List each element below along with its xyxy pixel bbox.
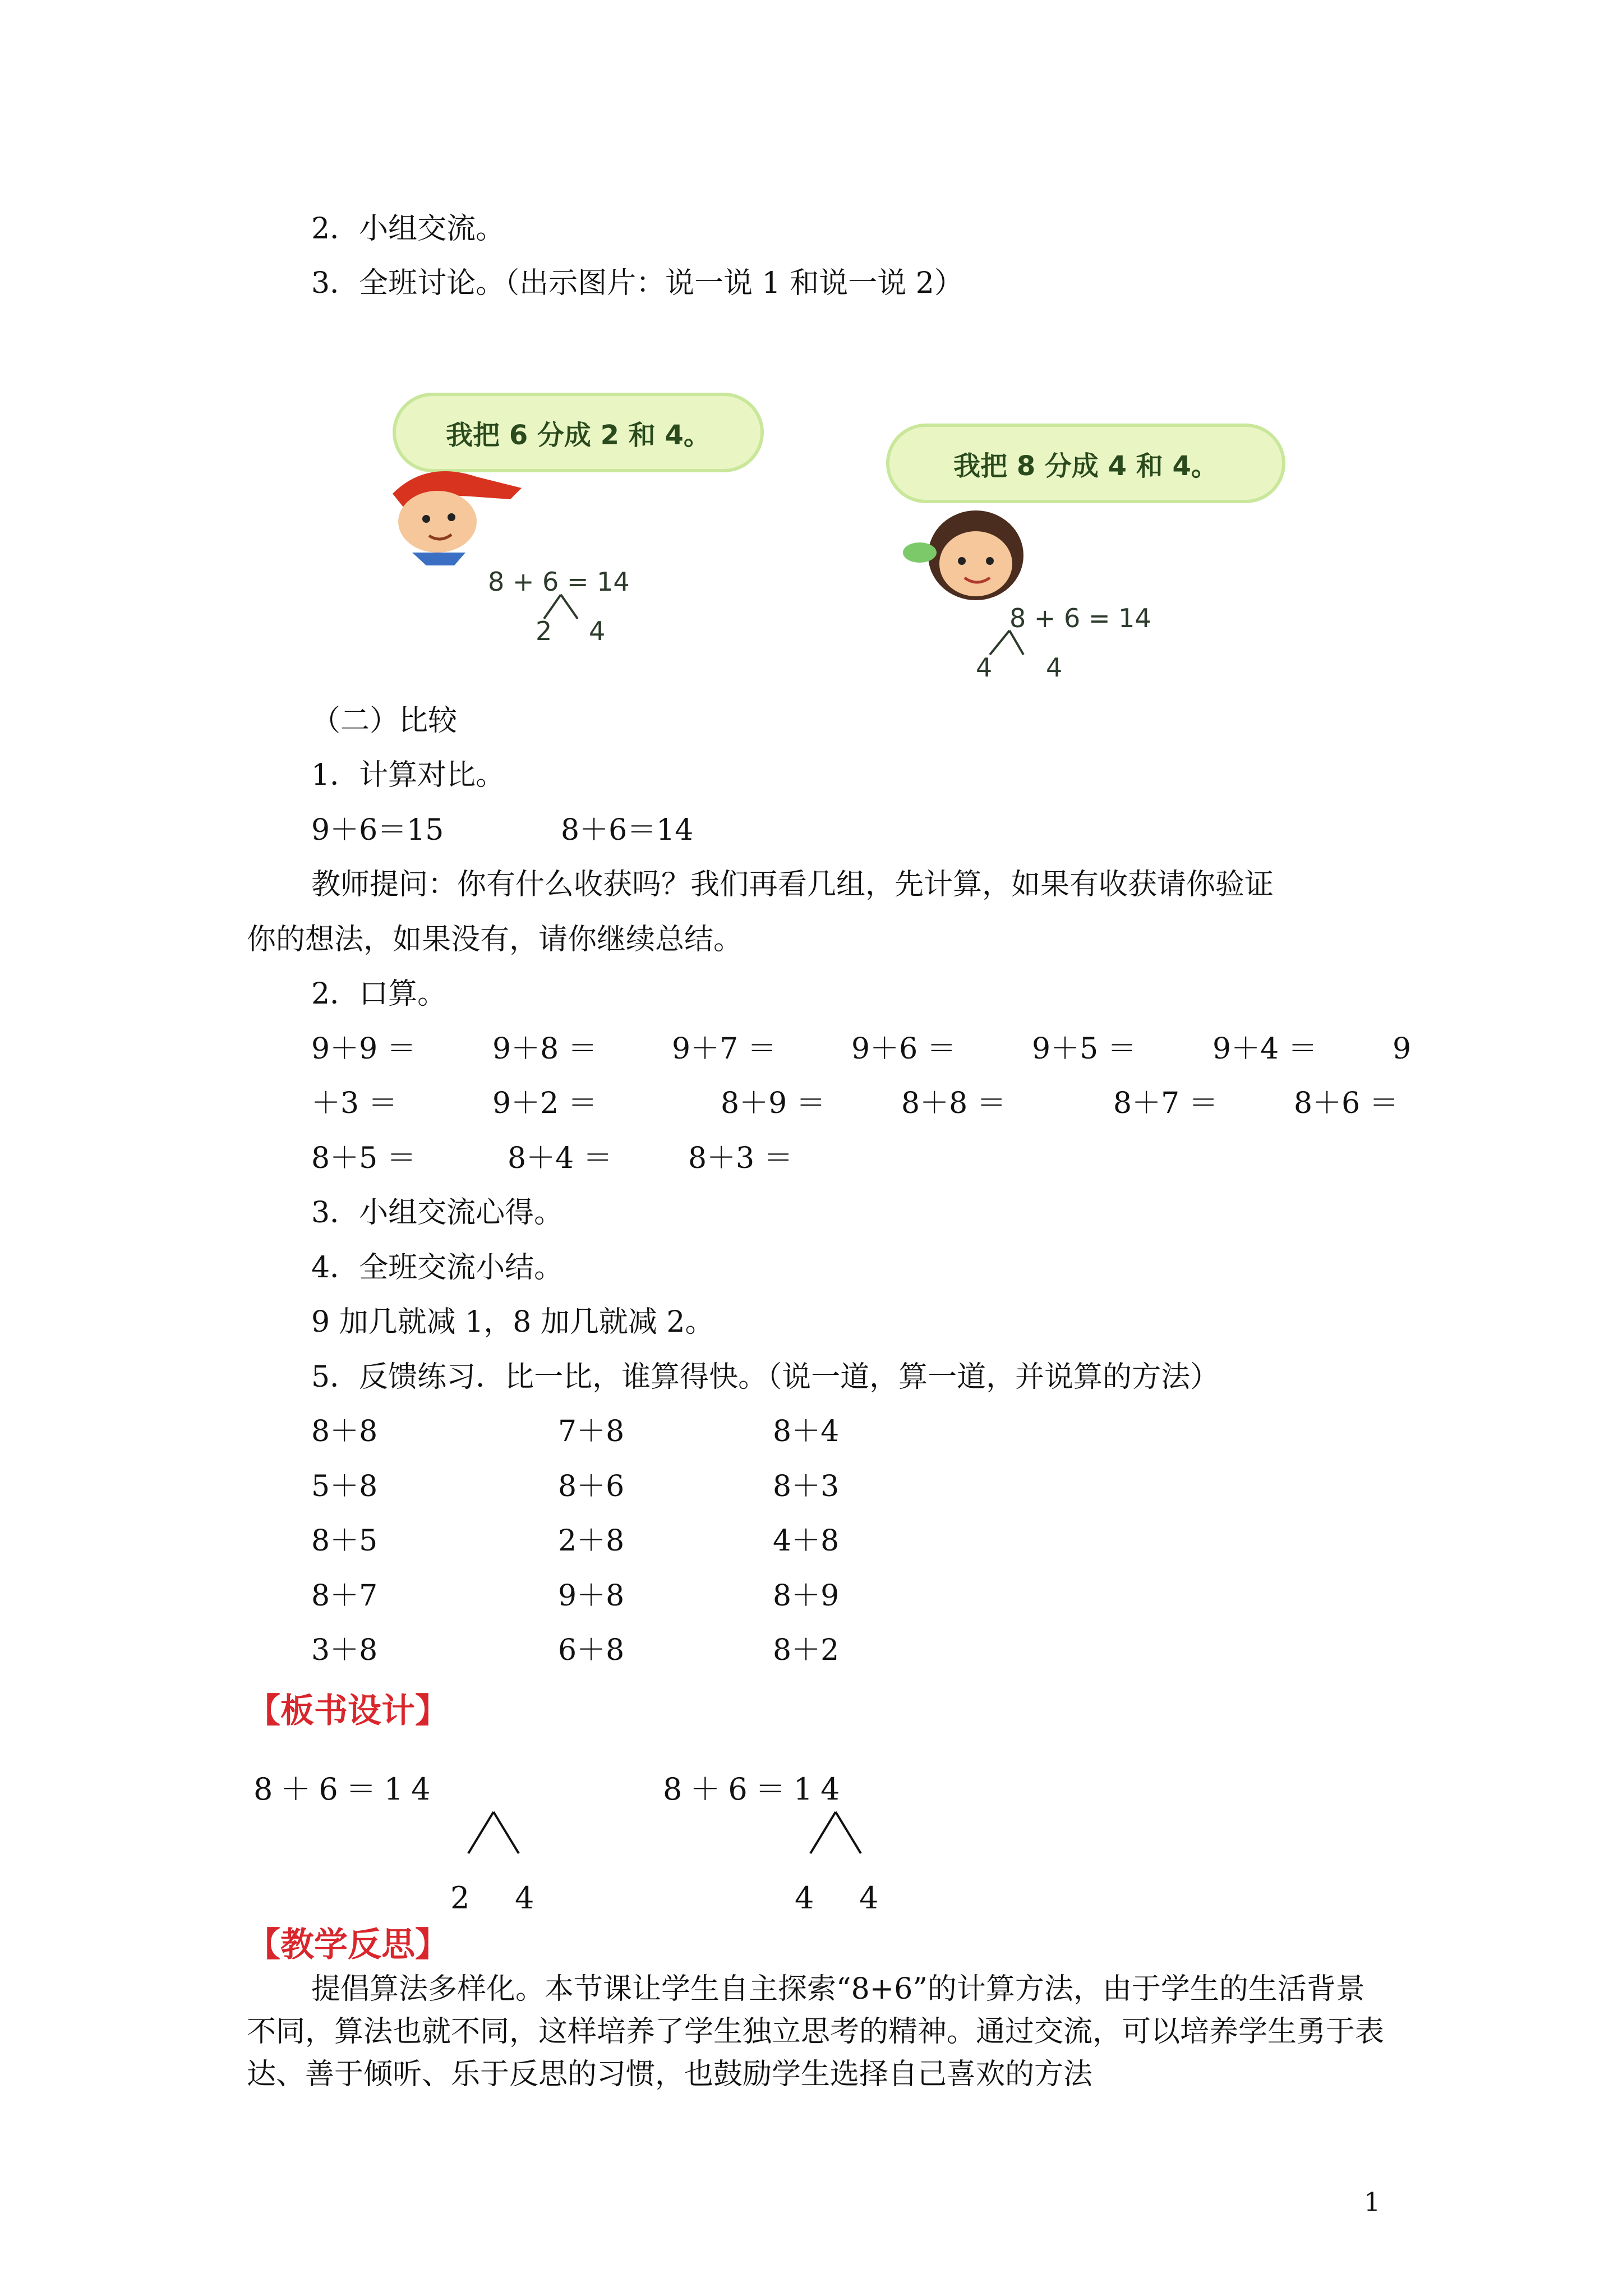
practice-cell: 8＋7 (311, 1579, 378, 1613)
board-right-split-a: 4 (795, 1880, 822, 1916)
item-1: 1．计算对比。 (311, 758, 505, 792)
mental-row1-2: 9＋8 ＝ (492, 1032, 597, 1066)
practice-cell: 8＋6 (558, 1470, 625, 1503)
practice-cell: 8＋2 (773, 1634, 840, 1667)
practice-cell: 6＋8 (558, 1634, 625, 1667)
practice-cell: 2＋8 (558, 1524, 625, 1558)
practice-cell: 8＋3 (773, 1470, 840, 1503)
reflection-heading: 【教学反思】 (247, 1925, 449, 1964)
mental-row2-6: 8＋6 ＝ (1294, 1087, 1399, 1120)
practice-cell: 8＋5 (311, 1524, 378, 1558)
left-split-a: 2 (536, 616, 552, 646)
left-equation: 8 + 6 = 14 (488, 567, 630, 597)
mental-row1-3: 9＋7 ＝ (672, 1032, 777, 1066)
section-title: （二）比较 (311, 704, 458, 738)
board-left-split-lines (465, 1811, 522, 1856)
mental-row3-2: 8＋4 ＝ (508, 1142, 612, 1175)
board-left-split-a: 2 (450, 1880, 478, 1916)
compare-a: 9＋6＝15 (311, 813, 444, 847)
mental-row2-2: 9＋2 ＝ (492, 1087, 597, 1120)
question-line-2: 你的想法，如果没有，请你继续总结。 (247, 923, 743, 956)
speech-bubble-left: 我把 6 分成 2 和 4。 (393, 393, 764, 472)
mental-row2-1: ＋3 ＝ (311, 1087, 398, 1120)
practice-cell: 8＋4 (773, 1415, 840, 1448)
item-2: 2．口算。 (311, 977, 447, 1011)
board-left-equation: 8＋6＝14 (253, 1772, 439, 1807)
item-5: 5．反馈练习．比一比，谁算得快。（说一道，算一道，并说算的方法） (311, 1360, 1220, 1394)
board-left-split-b: 4 (515, 1880, 542, 1916)
item-4: 4．全班交流小结。 (311, 1251, 564, 1285)
board-right-split-lines (808, 1811, 864, 1856)
left-split-b: 4 (589, 616, 606, 646)
right-split-a: 4 (976, 652, 993, 683)
board-design-heading: 【板书设计】 (247, 1691, 449, 1731)
practice-cell: 9＋8 (558, 1579, 625, 1613)
mental-row2-4: 8＋8 ＝ (901, 1087, 1006, 1120)
practice-cell: 3＋8 (311, 1634, 378, 1667)
page-number: 1 (1364, 2187, 1381, 2217)
mental-row2-5: 8＋7 ＝ (1113, 1087, 1218, 1120)
mental-row1-7: 9 (1393, 1032, 1412, 1066)
girl-character-icon (880, 499, 1049, 611)
mental-row1-6: 9＋4 ＝ (1212, 1032, 1317, 1066)
right-split-b: 4 (1046, 652, 1063, 683)
practice-cell: 4＋8 (773, 1524, 840, 1558)
compare-b: 8＋6＝14 (561, 813, 694, 847)
practice-cell: 5＋8 (311, 1470, 378, 1503)
mental-row3-1: 8＋5 ＝ (311, 1142, 416, 1175)
practice-cell: 7＋8 (558, 1415, 625, 1448)
mental-row2-3: 8＋9 ＝ (721, 1087, 826, 1120)
board-right-equation: 8＋6＝14 (663, 1772, 848, 1807)
right-equation: 8 + 6 = 14 (1009, 603, 1151, 633)
summary: 9 加几就减 1，8 加几就减 2。 (311, 1305, 714, 1339)
boy-character-icon (359, 454, 527, 567)
practice-cell: 8＋8 (311, 1415, 378, 1448)
reflection-paragraph: 提倡算法多样化。本节课让学生自主探索“8+6”的计算方法，由于学生的生活背景不同，算法也就不同，这样培养了学生独立思考的精神。通过交流，可以培养学生勇于表达、善于倾听、乐于反思的习惯，也鼓励学生选择自己喜欢的方法 (247, 1972, 1385, 2091)
mental-row3-3: 8＋3 ＝ (688, 1142, 793, 1175)
item-3: 3．小组交流心得。 (311, 1196, 564, 1230)
speech-bubble-right: 我把 8 分成 4 和 4。 (886, 424, 1285, 503)
question-line-1: 教师提问：你有什么收获吗？我们再看几组，先计算，如果有收获请你验证 (311, 868, 1274, 901)
mental-row1-4: 9＋6 ＝ (851, 1032, 956, 1066)
intro-line-3: 3．全班讨论。（出示图片：说一说 1 和说一说 2） (311, 266, 963, 300)
practice-cell: 8＋9 (773, 1579, 840, 1613)
board-right-split-b: 4 (859, 1880, 887, 1916)
mental-row1-1: 9＋9 ＝ (311, 1032, 416, 1066)
mental-row1-5: 9＋5 ＝ (1032, 1032, 1137, 1066)
intro-line-2: 2．小组交流。 (311, 212, 505, 246)
